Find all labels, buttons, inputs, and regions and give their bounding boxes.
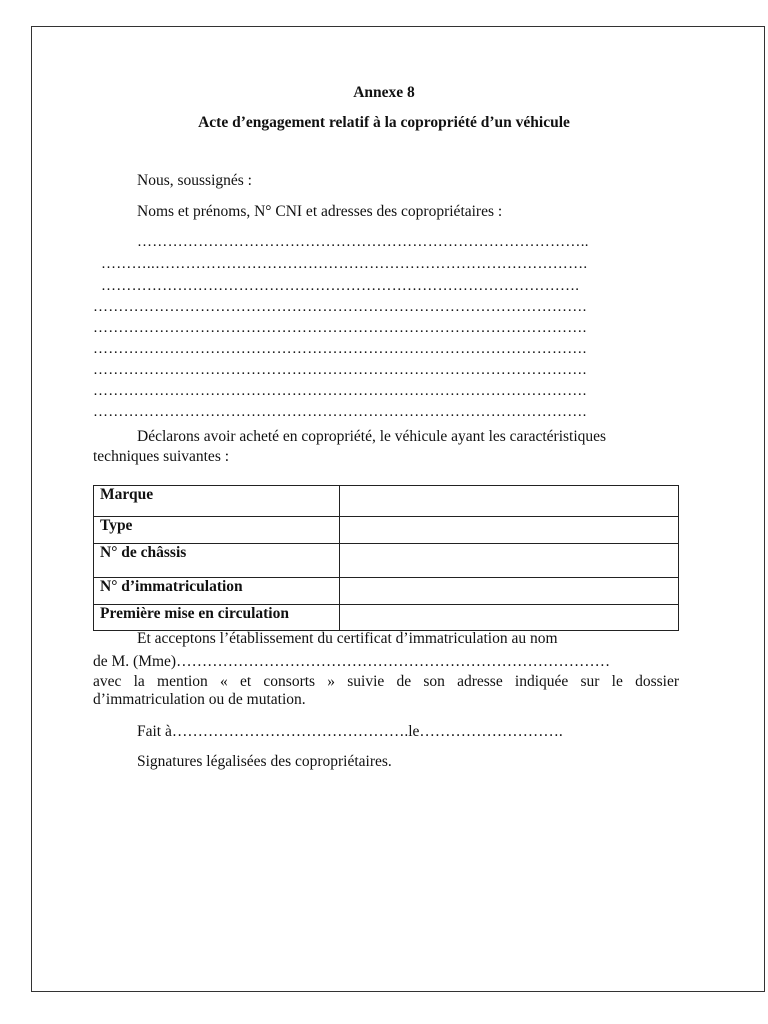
annex-label: Annexe 8 [353, 84, 415, 101]
spec-label: Type [94, 517, 340, 544]
table-row [94, 605, 679, 631]
table-row [94, 578, 679, 605]
owners-label: Noms et prénoms, N° CNI et adresses des copropriétaires : [137, 203, 503, 220]
owners-dot-line: ……………………………………………………………………………………. [93, 299, 587, 315]
table-row [94, 517, 679, 544]
declaration-line-1: Déclarons avoir acheté en copropriété, le véhicule ayant les caractéristiques [137, 428, 607, 445]
table-row [94, 486, 679, 517]
acceptance-line-1: Et acceptons l’établissement du certificat d’immatriculation au nom [137, 630, 558, 647]
spec-value-field[interactable] [340, 517, 679, 544]
spec-label: Première mise en circulation [94, 605, 340, 631]
owners-dot-line: ……………………………………………………………………………………. [93, 320, 587, 336]
acceptance-line-2: de M. (Mme)………………………………………………………………………… [93, 653, 611, 670]
place-date-line: Fait à……………………………………….le………………………. [137, 723, 563, 740]
spec-value-field[interactable] [340, 486, 679, 517]
table-row [94, 544, 679, 578]
owners-dot-line: ……………………………………………………………………………………. [93, 404, 587, 420]
declaration-line-2: techniques suivantes : [93, 448, 230, 465]
owners-dot-line: …………………………………………………………………………….. [137, 234, 589, 250]
spec-label: Marque [94, 486, 340, 517]
owners-dot-line: ……………………………………………………………………………………. [93, 383, 587, 399]
intro-text: Nous, soussignés : [137, 172, 252, 189]
owners-dot-line: ……………………………………………………………………………………. [93, 341, 587, 357]
vehicle-specs-table [93, 485, 679, 631]
signatures-line: Signatures légalisées des copropriétaires. [137, 753, 392, 770]
owners-dot-line: …………………………………………………………………………………. [101, 278, 580, 294]
owners-dot-line: ……………………………………………………………………………………. [93, 362, 587, 378]
owners-dot-line: ………..…………………………………………………………………………. [101, 256, 588, 272]
document-title: Acte d’engagement relatif à la copropriété d’un véhicule [198, 114, 570, 131]
acceptance-line-4: d’immatriculation ou de mutation. [93, 691, 306, 708]
acceptance-line-3: avec la mention « et consorts » suivie de son adresse indiquée sur le dossier [93, 673, 679, 690]
spec-label: N° d’immatriculation [94, 578, 340, 605]
spec-value-field[interactable] [340, 578, 679, 605]
spec-label: N° de châssis [94, 544, 340, 578]
spec-value-field[interactable] [340, 605, 679, 631]
spec-value-field[interactable] [340, 544, 679, 578]
